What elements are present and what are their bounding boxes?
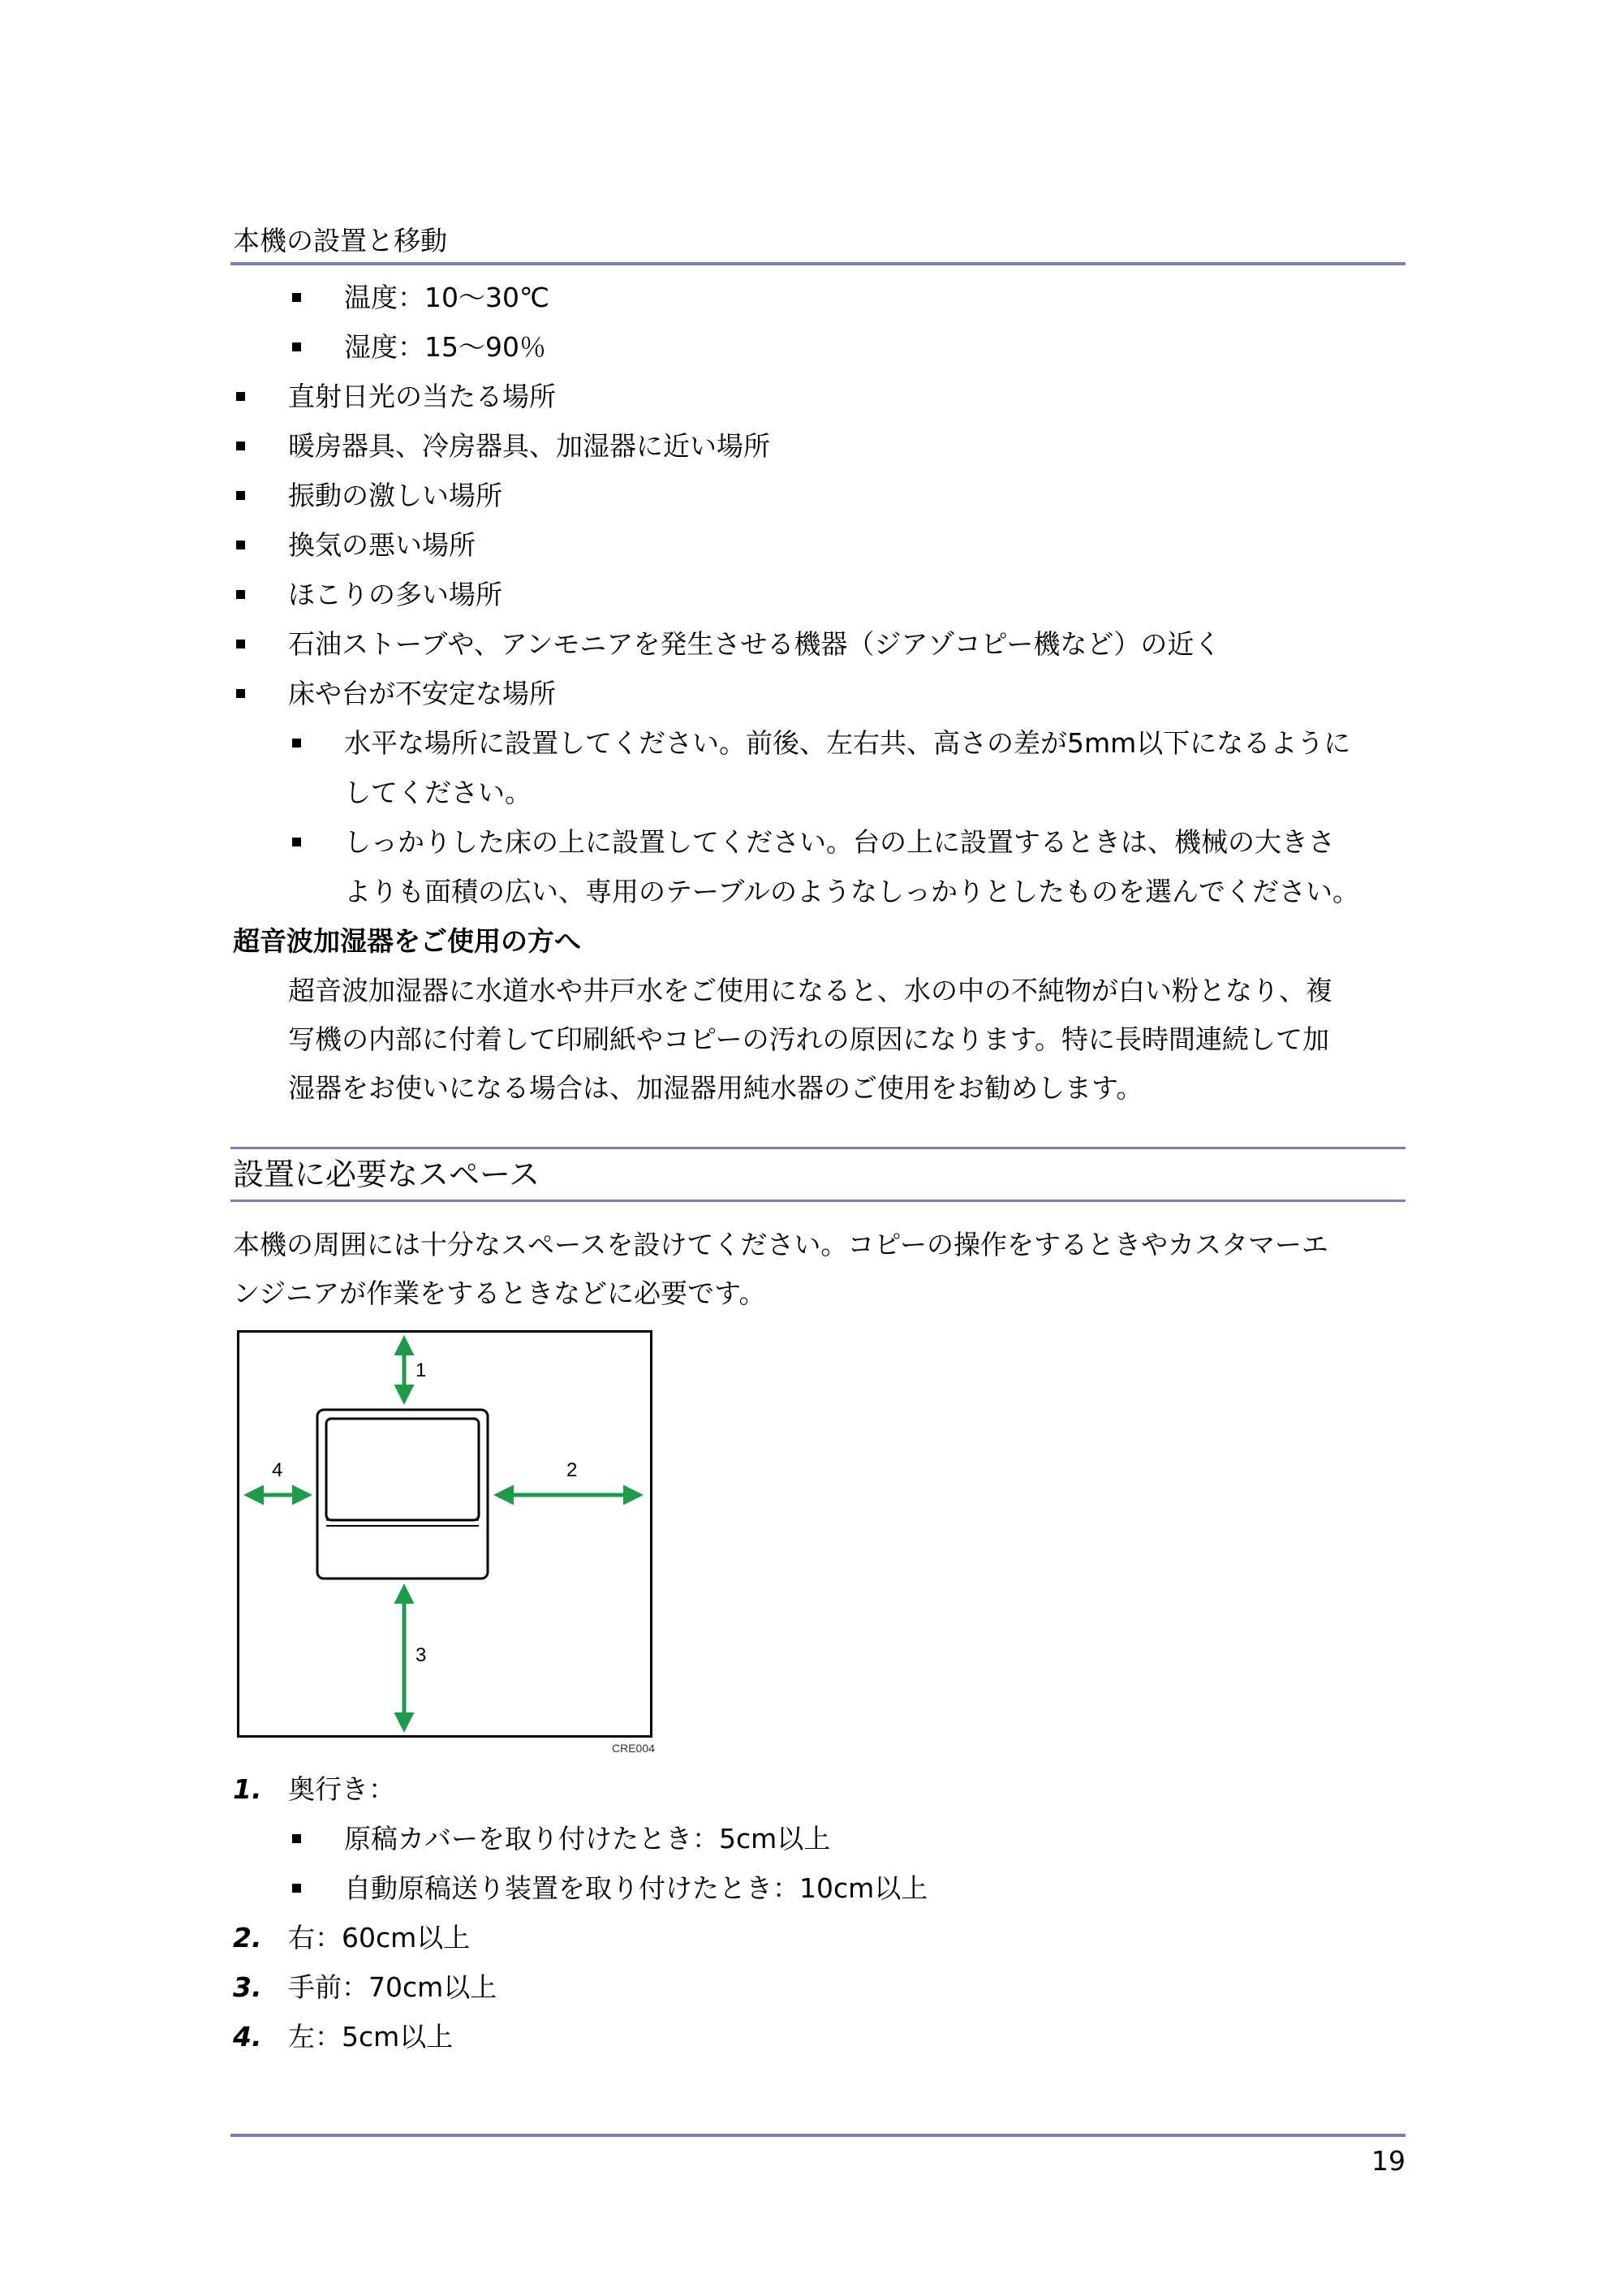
list-item-line: 水平な場所に設置してください。前後、左右共、高さの差が5mm以下になるように [344,727,1351,759]
sub-item: 自動原稿送り装置を取り付けたとき：10cm以上 [344,1872,928,1904]
list-item: 石油ストーブや、アンモニアを発生させる機器（ジアゾコピー機など）の近く [288,628,1221,660]
list-item: 温度：10～30℃ [344,282,550,313]
list-item: 暖房器具、冷房器具、加湿器に近い場所 [288,430,770,462]
diagram-label-3: 3 [415,1644,427,1666]
item-text: 奥行き： [288,1773,395,1805]
paragraph-line: 湿器をお使いになる場合は、加湿器用純水器のご使用をお勧めします。 [288,1072,1143,1104]
item-number: 1. [233,1773,262,1805]
list-bullet [292,838,301,846]
paragraph-line: 写機の内部に付着して印刷紙やコピーの汚れの原因になります。特に長時間連続して加 [288,1023,1330,1055]
item-number: 4. [233,2021,262,2053]
item-number: 3. [233,1971,262,2003]
list-item: 床や台が不安定な場所 [288,678,556,709]
list-item-line: よりも面積の広い、専用のテーブルのようなしっかりとしたものを選んでください。 [344,876,1360,907]
paragraph-line: 超音波加湿器に水道水や井戸水をご使用になると、水の中の不純物が白い粉となり、複 [288,975,1332,1006]
list-bullet [236,689,245,698]
paragraph-line: ンジニアが作業をするときなどに必要です。 [233,1277,766,1309]
item-number: 2. [233,1922,262,1954]
list-item: 湿度：15～90％ [344,331,546,363]
item-text: 右：60cm以上 [288,1922,471,1954]
diagram-label-1: 1 [415,1359,427,1381]
list-bullet [236,392,245,401]
list-item: 換気の悪い場所 [288,529,476,561]
list-bullet [292,342,301,351]
header-rule [230,262,1406,265]
list-bullet [292,293,301,302]
diagram-label-2: 2 [566,1459,578,1481]
diagram-label-4: 4 [272,1459,283,1481]
list-bullet [292,1884,301,1893]
paragraph-line: 本機の周囲には十分なスペースを設けてください。コピーの操作をするときやカスタマーエ [233,1229,1329,1260]
diagram-code: CRE004 [612,1742,655,1755]
space-intro [233,1221,1328,1318]
humidifier-paragraph [288,967,1332,1113]
list-item: ほこりの多い場所 [288,579,502,610]
list-bullet [236,541,245,549]
sub-item: 原稿カバーを取り付けたとき：5cm以上 [344,1823,831,1854]
list-item-line: しっかりした床の上に設置してください。台の上に設置するときは、機械の大きさ [344,826,1335,858]
section-rule-bottom [230,1200,1406,1202]
humidifier-heading: 超音波加湿器をご使用の方へ [233,925,581,957]
item-text: 左：5cm以上 [288,2021,454,2053]
section-rule-top [230,1147,1406,1149]
item-text: 手前：70cm以上 [288,1971,497,2003]
page-number: 19 [1371,2145,1406,2177]
page-header-title: 本機の設置と移動 [233,225,447,256]
list-bullet [292,1834,301,1843]
list-bullet [236,590,245,599]
list-item: 直射日光の当たる場所 [288,381,556,412]
list-bullet [236,442,245,450]
footer-rule [230,2134,1406,2137]
section-heading: 設置に必要なスペース [233,1157,540,1192]
list-bullet [236,491,245,500]
list-bullet [292,739,301,747]
list-item: 振動の激しい場所 [288,480,502,511]
clearance-diagram-drawing [239,1333,650,1735]
list-item-line: してください。 [344,777,532,808]
list-bullet [236,640,245,648]
clearance-diagram [237,1330,652,1738]
machine-outline [317,1410,488,1579]
